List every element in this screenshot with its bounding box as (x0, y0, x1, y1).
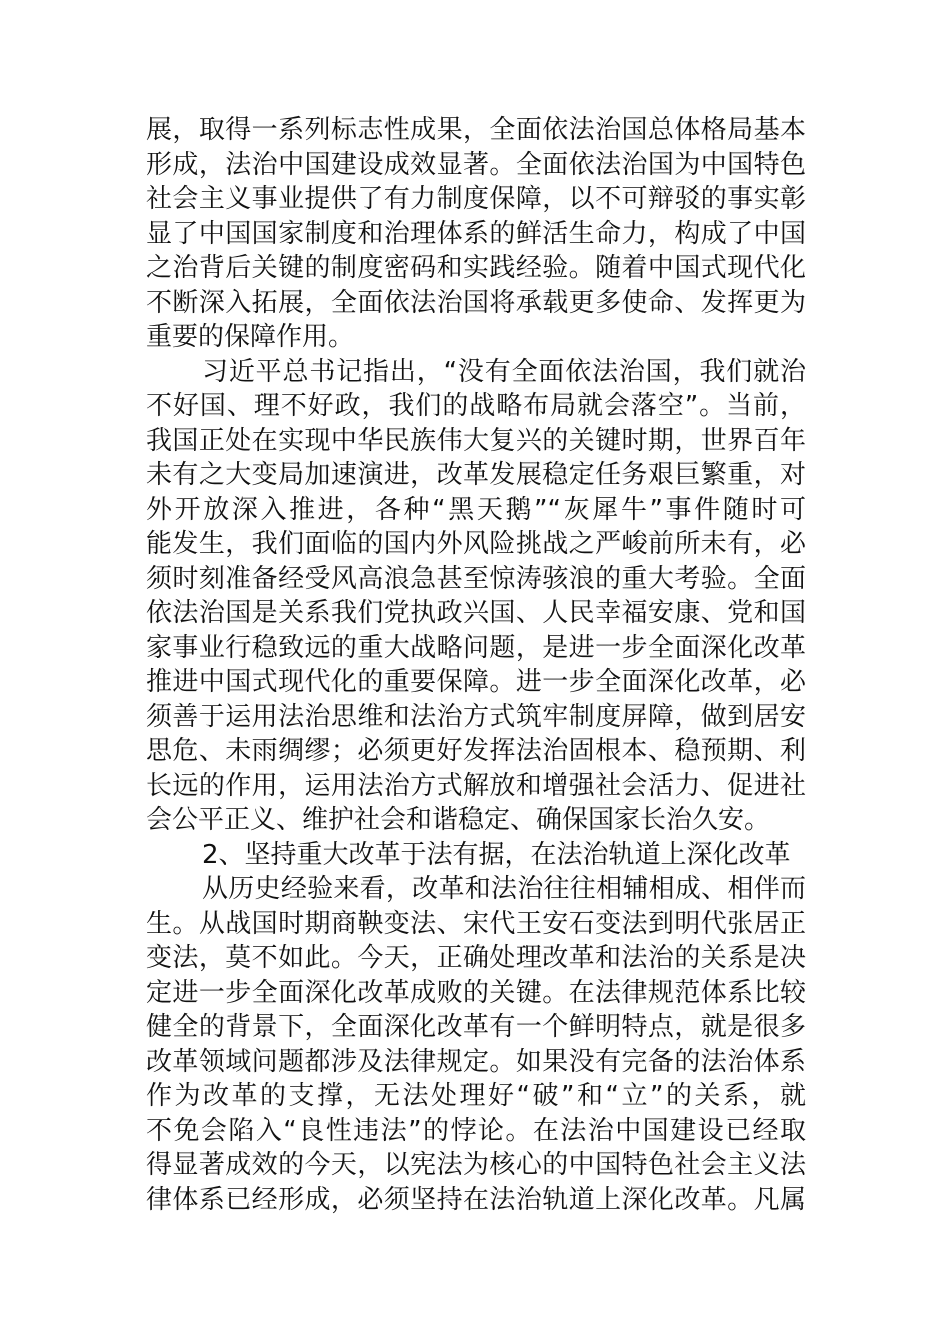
text-line: 思危、未雨绸缪；必须更好发挥法治固根本、稳预期、利 (146, 736, 806, 766)
text-line: 社会主义事业提供了有力制度保障，以不可辩驳的事实彰 (146, 184, 806, 214)
paragraph-first-line: 习近平总书记指出，“没有全面依法治国，我们就治 (202, 356, 806, 387)
text-line: 得显著成效的今天，以宪法为核心的中国特色社会主义法 (146, 1150, 806, 1180)
text-line: 须时刻准备经受风高浪急甚至惊涛骇浪的重大考验。全面 (146, 563, 806, 594)
text-line: 不断深入拓展，全面依法治国将承载更多使命、发挥更为 (146, 287, 806, 318)
text-line: 律体系已经形成，必须坚持在法治轨道上深化改革。凡属 (146, 1184, 806, 1215)
text-line: 不免会陷入“良性违法”的悖论。在法治中国建设已经取 (146, 1115, 806, 1146)
text-line: 形成，法治中国建设成效显著。全面依法治国为中国特色 (146, 149, 806, 180)
text-line: 之治背后关键的制度密码和实践经验。随着中国式现代化 (146, 253, 806, 283)
text-line: 生。从战国时期商鞅变法、宋代王安石变法到明代张居正 (146, 908, 806, 939)
document-body (146, 113, 806, 1217)
text-line: 不好国、理不好政，我们的战略布局就会落空”。当前， (146, 391, 806, 421)
text-line: 健全的背景下，全面深化改革有一个鲜明特点，就是很多 (146, 1012, 806, 1042)
text-line: 作为改革的支撑，无法处理好“破”和“立”的关系，就 (146, 1081, 806, 1111)
text-line: 变法，莫不如此。今天，正确处理改革和法治的关系是决 (146, 943, 806, 973)
text-line: 重要的保障作用。 (146, 322, 355, 352)
text-line: 改革领域问题都涉及法律规定。如果没有完备的法治体系 (146, 1046, 806, 1077)
paragraph-first-line: 从历史经验来看，改革和法治往往相辅相成、相伴而 (202, 874, 806, 904)
text-line: 家事业行稳致远的重大战略问题，是进一步全面深化改革 (146, 632, 806, 663)
text-line: 未有之大变局加速演进，改革发展稳定任务艰巨繁重，对 (146, 460, 806, 490)
text-line: 须善于运用法治思维和法治方式筑牢制度屏障，做到居安 (146, 701, 806, 732)
text-line: 会公平正义、维护社会和谐稳定、确保国家长治久安。 (146, 805, 771, 835)
text-line: 显了中国国家制度和治理体系的鲜活生命力，构成了中国 (146, 218, 806, 249)
text-line: 外开放深入推进，各种“黑天鹅”“灰犀牛”事件随时可 (146, 494, 806, 525)
text-line: 推进中国式现代化的重要保障。进一步全面深化改革，必 (146, 667, 806, 697)
text-line: 我国正处在实现中华民族伟大复兴的关键时期，世界百年 (146, 425, 806, 456)
text-line: 长远的作用，运用法治方式解放和增强社会活力、促进社 (146, 770, 806, 801)
text-line: 能发生，我们面临的国内外风险挑战之严峻前所未有，必 (146, 529, 806, 559)
text-line: 定进一步全面深化改革成败的关键。在法律规范体系比较 (146, 977, 806, 1008)
text-line: 展，取得一系列标志性成果，全面依法治国总体格局基本 (146, 115, 806, 145)
text-line: 依法治国是关系我们党执政兴国、人民幸福安康、党和国 (146, 598, 806, 628)
paragraph-first-line: 2、坚持重大改革于法有据，在法治轨道上深化改革 (202, 839, 791, 870)
